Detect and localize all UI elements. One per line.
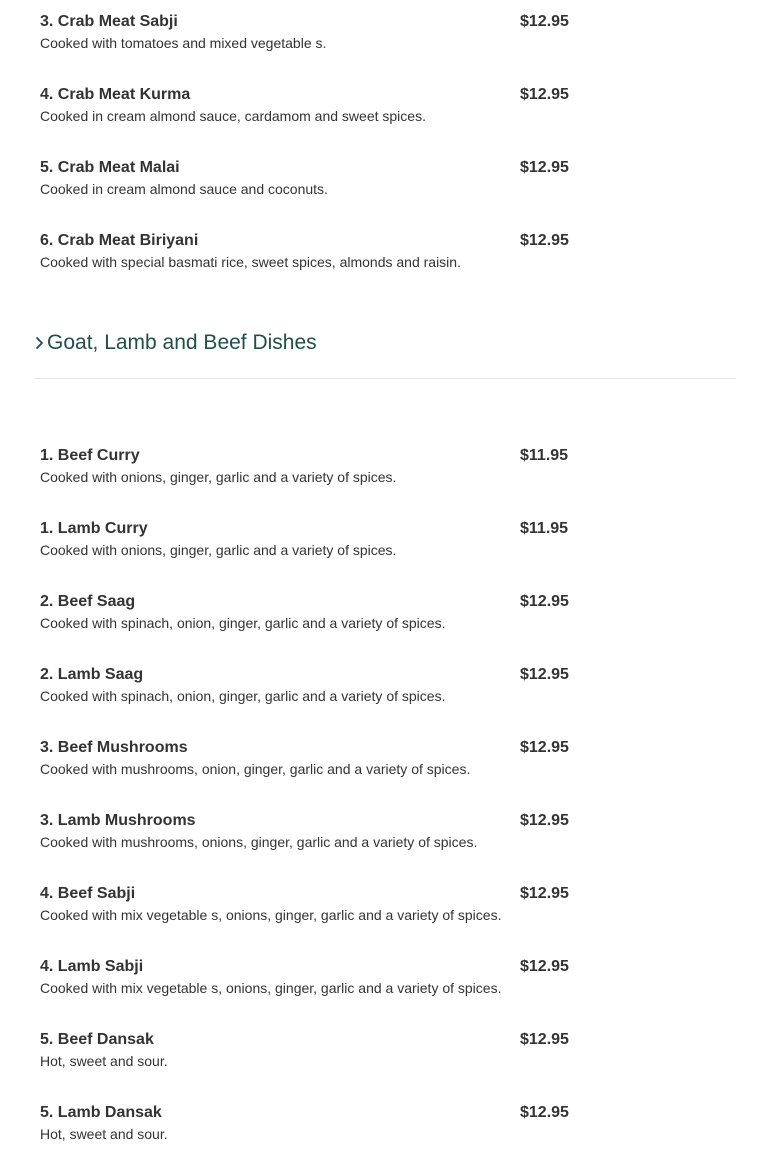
menu-item: [40, 446, 600, 506]
menu-item: [40, 957, 600, 1017]
section-title: Goat, Lamb and Beef Dishes: [47, 331, 317, 354]
menu-item-name: 3. Crab Meat Sabji: [40, 13, 178, 30]
menu-item-price: $12.95: [520, 159, 569, 176]
menu-item-price: $12.95: [520, 666, 569, 683]
menu-item: [40, 85, 600, 145]
menu-item-description: Cooked with onions, ginger, garlic and a variety of spices.: [40, 542, 397, 558]
menu-item-description: Hot, sweet and sour.: [40, 1126, 168, 1142]
section-header-goat-lamb-beef[interactable]: [34, 330, 736, 379]
menu-item-price: $12.95: [520, 885, 569, 902]
menu-item-price: $12.95: [520, 812, 569, 829]
menu-item-name: 3. Lamb Mushrooms: [40, 812, 196, 829]
menu-item: [40, 231, 600, 291]
menu-item-description: Cooked in cream almond sauce, cardamom and sweet spices.: [40, 108, 426, 124]
menu-item: [40, 884, 600, 944]
menu-item-price: $12.95: [520, 958, 569, 975]
chevron-right-icon: [34, 332, 46, 354]
menu-item-price: $12.95: [520, 1104, 569, 1121]
menu-item-name: 1. Lamb Curry: [40, 520, 148, 537]
menu-item-name: 5. Lamb Dansak: [40, 1104, 162, 1121]
menu-item-price: $12.95: [520, 232, 569, 249]
menu-item-description: Cooked with special basmati rice, sweet spices, almonds and raisin.: [40, 254, 461, 270]
menu-item: [40, 12, 600, 72]
menu-item-name: 5. Beef Dansak: [40, 1031, 154, 1048]
menu-item: [40, 592, 600, 652]
menu-item-price: $12.95: [520, 13, 569, 30]
menu-item-description: Cooked with mushrooms, onion, ginger, garlic and a variety of spices.: [40, 761, 471, 777]
menu-item-price: $11.95: [520, 447, 569, 464]
menu-item-name: 4. Crab Meat Kurma: [40, 86, 191, 103]
menu-item-price: $12.95: [520, 1031, 569, 1048]
menu-item-description: Cooked in cream almond sauce and coconuts.: [40, 181, 328, 197]
menu-item-description: Cooked with tomatoes and mixed vegetable s.: [40, 35, 327, 51]
menu-item-price: $12.95: [520, 739, 569, 756]
menu-item: [40, 519, 600, 579]
menu-item: [40, 811, 600, 871]
menu-item-description: Cooked with mushrooms, onions, ginger, garlic and a variety of spices.: [40, 834, 478, 850]
menu-item-name: 3. Beef Mushrooms: [40, 739, 188, 756]
menu-item-description: Cooked with spinach, onion, ginger, garlic and a variety of spices.: [40, 615, 446, 631]
menu-item-name: 2. Beef Saag: [40, 593, 136, 610]
menu-item-name: 4. Beef Sabji: [40, 885, 136, 902]
menu-item-name: 4. Lamb Sabji: [40, 958, 144, 975]
menu-item: [40, 665, 600, 725]
menu-item: [40, 158, 600, 218]
menu-item: [40, 1103, 600, 1163]
menu-item-name: 5. Crab Meat Malai: [40, 159, 180, 176]
menu-item-name: 1. Beef Curry: [40, 447, 140, 464]
menu-item: [40, 1030, 600, 1090]
menu-item-description: Hot, sweet and sour.: [40, 1053, 168, 1069]
menu-item-price: $11.95: [520, 520, 569, 537]
menu-item-price: $12.95: [520, 593, 569, 610]
menu-item-description: Cooked with onions, ginger, garlic and a variety of spices.: [40, 469, 397, 485]
menu-item-description: Cooked with spinach, onion, ginger, garlic and a variety of spices.: [40, 688, 446, 704]
menu-item: [40, 738, 600, 798]
menu-item-name: 2. Lamb Saag: [40, 666, 144, 683]
menu-item-name: 6. Crab Meat Biriyani: [40, 232, 199, 249]
menu-item-description: Cooked with mix vegetable s, onions, ginger, garlic and a variety of spices.: [40, 907, 502, 923]
menu-item-description: Cooked with mix vegetable s, onions, ginger, garlic and a variety of spices.: [40, 980, 502, 996]
menu-item-price: $12.95: [520, 86, 569, 103]
